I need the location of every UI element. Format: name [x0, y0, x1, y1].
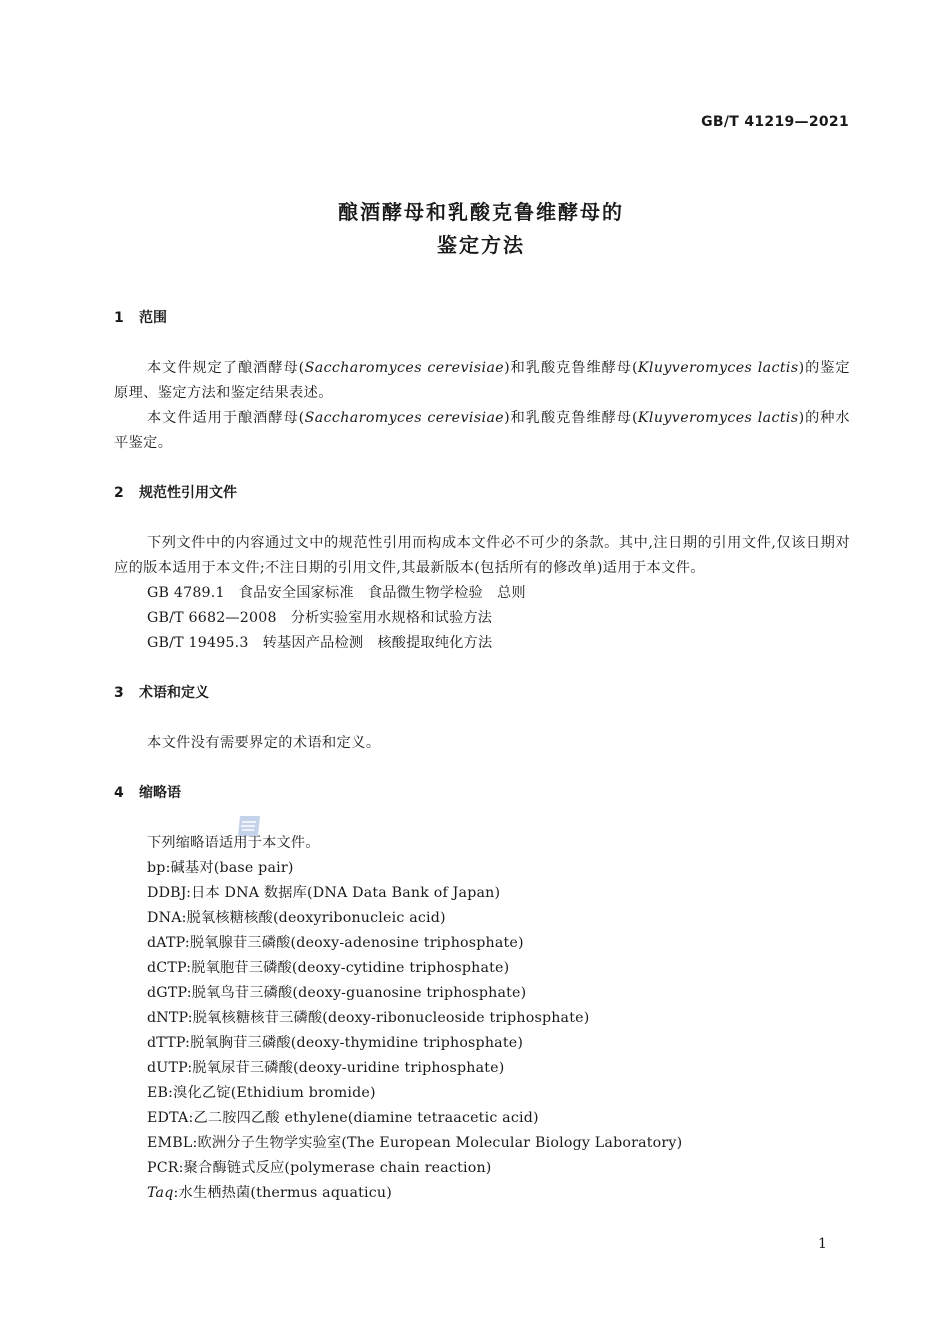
section-number: 3 — [114, 685, 124, 701]
document-body — [114, 306, 850, 1206]
abbreviation-item: dTTP:脱氧胸苷三磷酸(deoxy-thymidine triphosphate) — [147, 1035, 524, 1051]
reference-item: GB/T 19495.3 转基因产品检测 核酸提取纯化方法 — [147, 635, 493, 651]
species-name: Kluyveromyces lactis — [637, 410, 799, 426]
section-number: 1 — [114, 310, 124, 326]
normative-references-intro: 下列文件中的内容通过文中的规范性引用而构成本文件必不可少的条款。其中,注日期的引用文件,仅该日期对应的版本适用于本文件;不注日期的引用文件,其最新版本(包括所有的修改单)适用于本文件。 — [114, 535, 850, 576]
section-title: 缩略语 — [139, 785, 181, 801]
abbreviation-item: DDBJ:日本 DNA 数据库(DNA Data Bank of Japan) — [147, 885, 501, 901]
section-title: 范围 — [139, 310, 167, 326]
abbreviation-item: dUTP:脱氧尿苷三磷酸(deoxy-uridine triphosphate) — [147, 1060, 505, 1076]
abbreviation-list — [114, 856, 850, 1206]
reference-item: GB/T 6682—2008 分析实验室用水规格和试验方法 — [147, 610, 493, 626]
abbreviations-intro: 下列缩略语适用于本文件。 — [147, 835, 320, 851]
scope-paragraph-2: 本文件适用于酿酒酵母(Saccharomyces cerevisiae)和乳酸克鲁维酵母(Kluyveromyces lactis)的种水平鉴定。 — [114, 410, 850, 451]
species-name: Saccharomyces cerevisiae — [304, 360, 505, 376]
abbreviation-item: DNA:脱氧核糖核酸(deoxyribonucleic acid) — [147, 910, 446, 926]
abbreviation-item: dNTP:脱氧核糖核苷三磷酸(deoxy-ribonucleoside triphosphate) — [147, 1010, 590, 1026]
sac-logo-icon — [236, 815, 262, 837]
title-line-1: 酿酒酵母和乳酸克鲁维酵母的 — [338, 200, 624, 224]
reference-item: GB 4789.1 食品安全国家标准 食品微生物学检验 总则 — [147, 585, 526, 601]
abbreviation-item: bp:碱基对(base pair) — [147, 860, 294, 876]
section-2-heading — [114, 481, 850, 506]
standard-code: GB/T 41219—2021 — [701, 114, 849, 130]
abbreviation-item: EDTA:乙二胺四乙酸 ethylene(diamine tetraacetic acid) — [147, 1110, 539, 1126]
species-name: Kluyveromyces lactis — [637, 360, 799, 376]
abbreviation-item: EMBL:欧洲分子生物学实验室(The European Molecular Biology Laboratory) — [147, 1135, 683, 1151]
abbreviation-item — [114, 1181, 850, 1206]
scope-paragraph-1: 本文件规定了酿酒酵母(Saccharomyces cerevisiae)和乳酸克鲁维酵母(Kluyveromyces lactis)的鉴定原理、鉴定方法和鉴定结果表述。 — [114, 360, 850, 401]
abbreviation-definition: :水生栖热菌(thermus aquaticu) — [173, 1185, 392, 1201]
terms-text: 本文件没有需要界定的术语和定义。 — [147, 735, 381, 751]
abbreviation-item: dATP:脱氧腺苷三磷酸(deoxy-adenosine triphosphate) — [147, 935, 524, 951]
abbreviation-item: EB:溴化乙锭(Ethidium bromide) — [147, 1085, 376, 1101]
abbreviation-item: dCTP:脱氧胞苷三磷酸(deoxy-cytidine triphosphate) — [147, 960, 510, 976]
document-title — [0, 196, 950, 262]
abbreviation-item: PCR:聚合酶链式反应(polymerase chain reaction) — [147, 1160, 492, 1176]
title-line-2: 鉴定方法 — [437, 233, 525, 257]
section-1-heading — [114, 306, 850, 331]
page-number: 1 — [818, 1236, 827, 1252]
section-title: 术语和定义 — [139, 685, 209, 701]
species-name: Saccharomyces cerevisiae — [304, 410, 505, 426]
section-number: 2 — [114, 485, 124, 501]
section-number: 4 — [114, 785, 124, 801]
section-title: 规范性引用文件 — [139, 485, 237, 501]
abbreviation-term: Taq — [147, 1185, 174, 1201]
abbreviation-item: dGTP:脱氧鸟苷三磷酸(deoxy-guanosine triphosphate) — [147, 985, 527, 1001]
section-3-heading — [114, 681, 850, 706]
section-4-heading — [114, 781, 850, 806]
